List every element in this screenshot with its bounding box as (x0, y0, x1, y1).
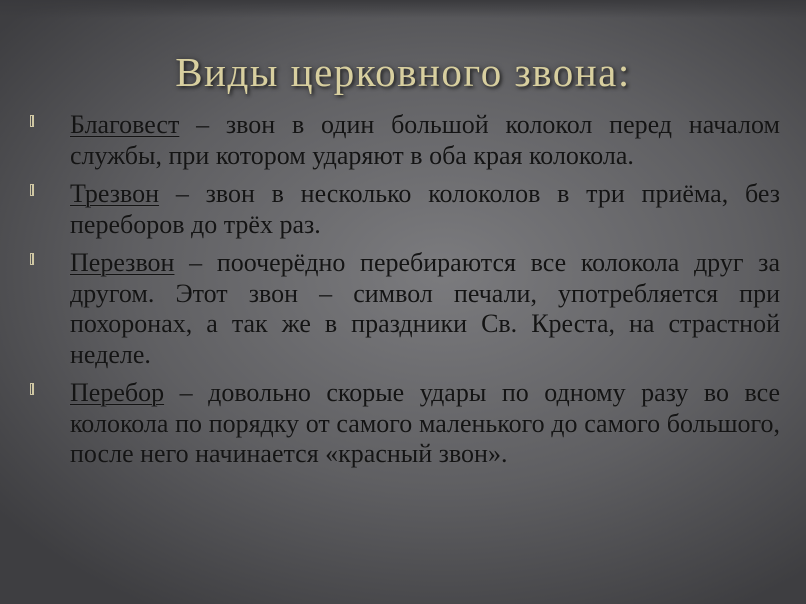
bullet-icon (28, 378, 70, 408)
list-item-trezvon (28, 179, 780, 240)
bullet-icon (28, 248, 70, 278)
bullet-icon (28, 179, 70, 209)
list-item-perebor (28, 378, 780, 470)
term-label: Трезвон (70, 179, 160, 208)
bullet-list (28, 110, 780, 478)
term-description: – звон в несколько колоколов в три приёма, без переборов до трёх раз. (70, 179, 780, 239)
term-label: Благовест (70, 110, 180, 139)
list-item-text (70, 248, 780, 370)
bullet-icon (28, 110, 70, 140)
list-item-text (70, 378, 780, 470)
term-label: Перезвон (70, 248, 175, 277)
slide-title: Виды церковного звона: (175, 49, 631, 95)
list-item-text (70, 179, 780, 240)
slide-top-shade (0, 0, 806, 18)
term-description: – звон в один большой колокол перед началом службы, при котором ударяют в оба края колокола. (70, 110, 780, 170)
list-item-perezvon (28, 248, 780, 370)
term-description: – довольно скорые удары по одному разу во все колокола по порядку от самого маленького до самого большого, после него начинается «красный звон». (70, 378, 780, 468)
list-item-text (70, 110, 780, 171)
term-label: Перебор (70, 378, 165, 407)
term-description: – поочерёдно перебираются все колокола друг за другом. Этот звон – символ печали, употребляется при похоронах, а так же в праздники Св. Креста, на страстной неделе. (70, 248, 780, 369)
list-item-blagovest (28, 110, 780, 171)
